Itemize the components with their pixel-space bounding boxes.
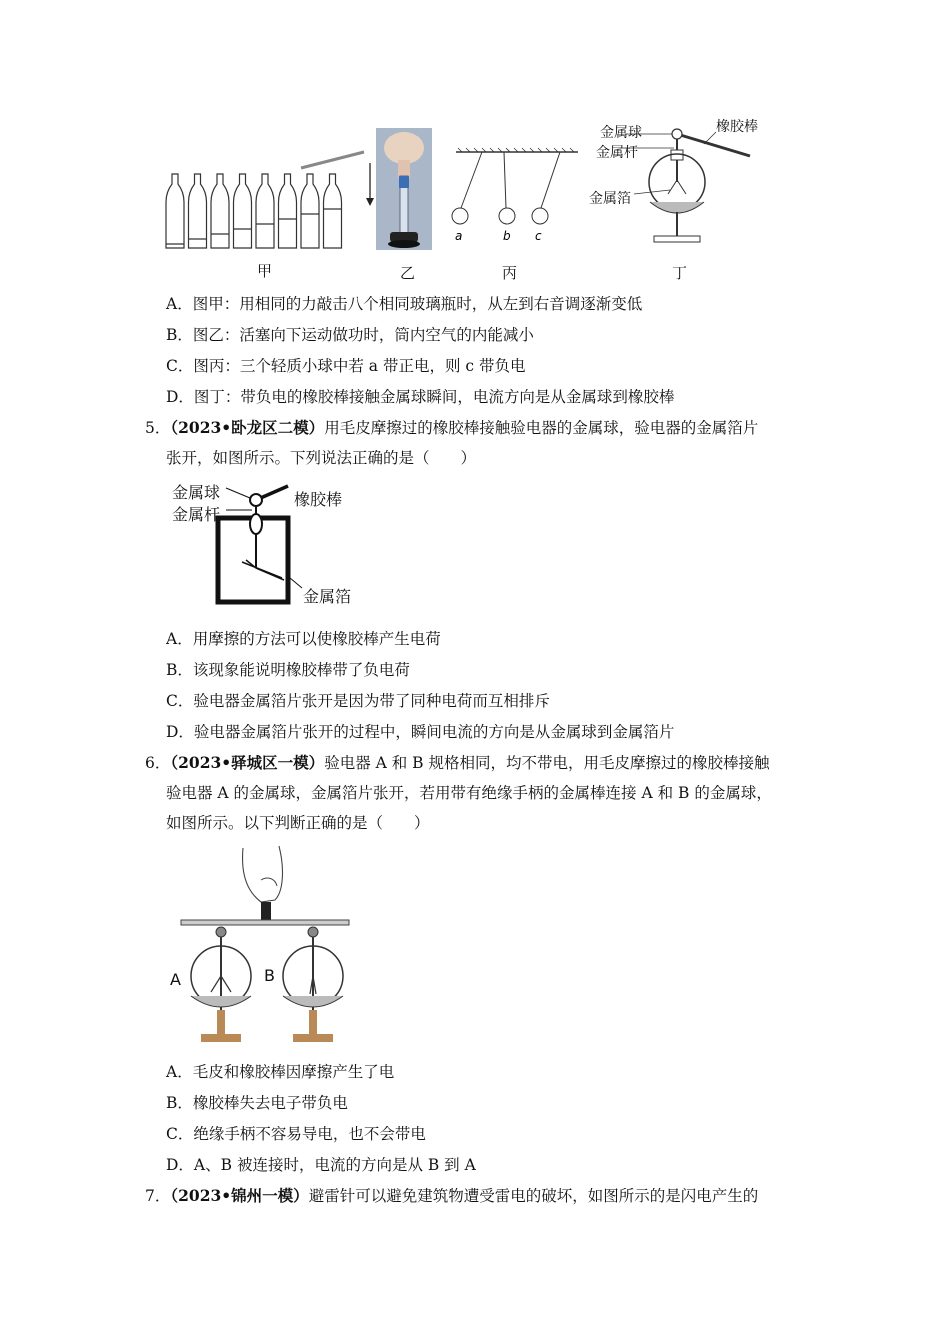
q5-label-metal-rod: 金属杆 — [172, 505, 221, 524]
q5-label-metal-ball: 金属球 — [172, 483, 221, 502]
q6-option-a: A．毛皮和橡胶棒因摩擦产生了电 — [166, 1063, 395, 1081]
q5-stem-line2: 张开，如图所示。下列说法正确的是（ ） — [166, 449, 477, 467]
label-metal-foil: 金属箔 — [589, 191, 631, 207]
q6-stem-line1 — [145, 751, 769, 773]
q6-option-b: B．橡胶棒失去电子带负电 — [166, 1094, 348, 1112]
figure-label-yi: 乙 — [400, 264, 416, 282]
figure-syringe — [296, 128, 436, 252]
label-rubber-rod: 橡胶棒 — [716, 119, 758, 135]
q6-source: （2023•驿城区一模） — [170, 753, 325, 772]
q5-option-c: C．验电器金属箔片张开是因为带了同种电荷而互相排斥 — [166, 692, 550, 710]
q4-option-b: B．图乙：活塞向下运动做功时，筒内空气的内能减小 — [166, 326, 534, 344]
q4-option-a: A．图甲：用相同的力敲击八个相同玻璃瓶时，从左到右音调逐渐变低 — [166, 295, 643, 313]
q5-number: 5． — [145, 419, 171, 437]
q6-stem-line2: 验电器 A 的金属球，金属箔片张开，若用带有绝缘手柄的金属棒连接 A 和 B 的金属球， — [166, 784, 772, 802]
figure-label-ding: 丁 — [672, 264, 688, 282]
label-metal-ball: 金属球 — [600, 125, 642, 141]
q6-stem-line3: 如图所示。以下判断正确的是（ ） — [166, 814, 430, 832]
q7-text: 避雷针可以避免建筑物遭受雷电的破坏，如图所示的是闪电产生的 — [308, 1187, 759, 1205]
q6-label-b: B — [264, 966, 275, 985]
figure-balls — [448, 142, 588, 252]
bottle — [189, 174, 207, 248]
ball-a — [452, 208, 468, 224]
ball-c — [532, 208, 548, 224]
q6-number: 6． — [145, 754, 171, 772]
q6-label-a: A — [170, 970, 181, 989]
q5-option-b: B．该现象能说明橡胶棒带了负电荷 — [166, 661, 410, 679]
ball-b — [499, 208, 515, 224]
q5-stem-line1 — [145, 416, 758, 438]
bottle — [256, 174, 274, 248]
q4-option-d: D．图丁：带负电的橡胶棒接触金属球瞬间，电流方向是从金属球到橡胶棒 — [166, 388, 675, 406]
bottle — [279, 174, 297, 248]
ball-b-label: b — [503, 229, 511, 243]
q5-label-metal-foil: 金属箔 — [303, 587, 352, 606]
q5-option-a: A．用摩擦的方法可以使橡胶棒产生电荷 — [166, 630, 441, 648]
q7-source: （2023•锦州一模） — [170, 1186, 309, 1205]
q6-text: 验电器 A 和 B 规格相同，均不带电，用毛皮摩擦过的橡胶棒接触 — [324, 754, 770, 772]
q7-stem-line1 — [145, 1184, 758, 1206]
bottle — [166, 174, 184, 248]
q4-option-c: C．图丙：三个轻质小球中若 a 带正电，则 c 带负电 — [166, 357, 526, 375]
q5-source: （2023•卧龙区二模） — [170, 418, 325, 437]
figure-label-jia: 甲 — [257, 262, 273, 280]
ball-a-label: a — [455, 229, 463, 243]
label-metal-rod: 金属杆 — [596, 145, 638, 161]
figure-label-bing: 丙 — [502, 264, 518, 282]
q5-option-d: D．验电器金属箔片张开的过程中，瞬间电流的方向是从金属球到金属箔片 — [166, 723, 675, 741]
q6-option-d: D．A、B 被连接时，电流的方向是从 B 到 A — [166, 1156, 476, 1174]
figure-two-electroscopes — [165, 840, 365, 1050]
bottle — [211, 174, 229, 248]
q5-label-rubber-rod: 橡胶棒 — [294, 490, 343, 509]
q5-text: 用毛皮摩擦过的橡胶棒接触验电器的金属球，验电器的金属箔片 — [324, 419, 759, 437]
bottle — [234, 174, 252, 248]
ball-c-label: c — [535, 229, 542, 243]
q7-number: 7． — [145, 1187, 171, 1205]
q6-option-c: C．绝缘手柄不容易导电，也不会带电 — [166, 1125, 426, 1143]
